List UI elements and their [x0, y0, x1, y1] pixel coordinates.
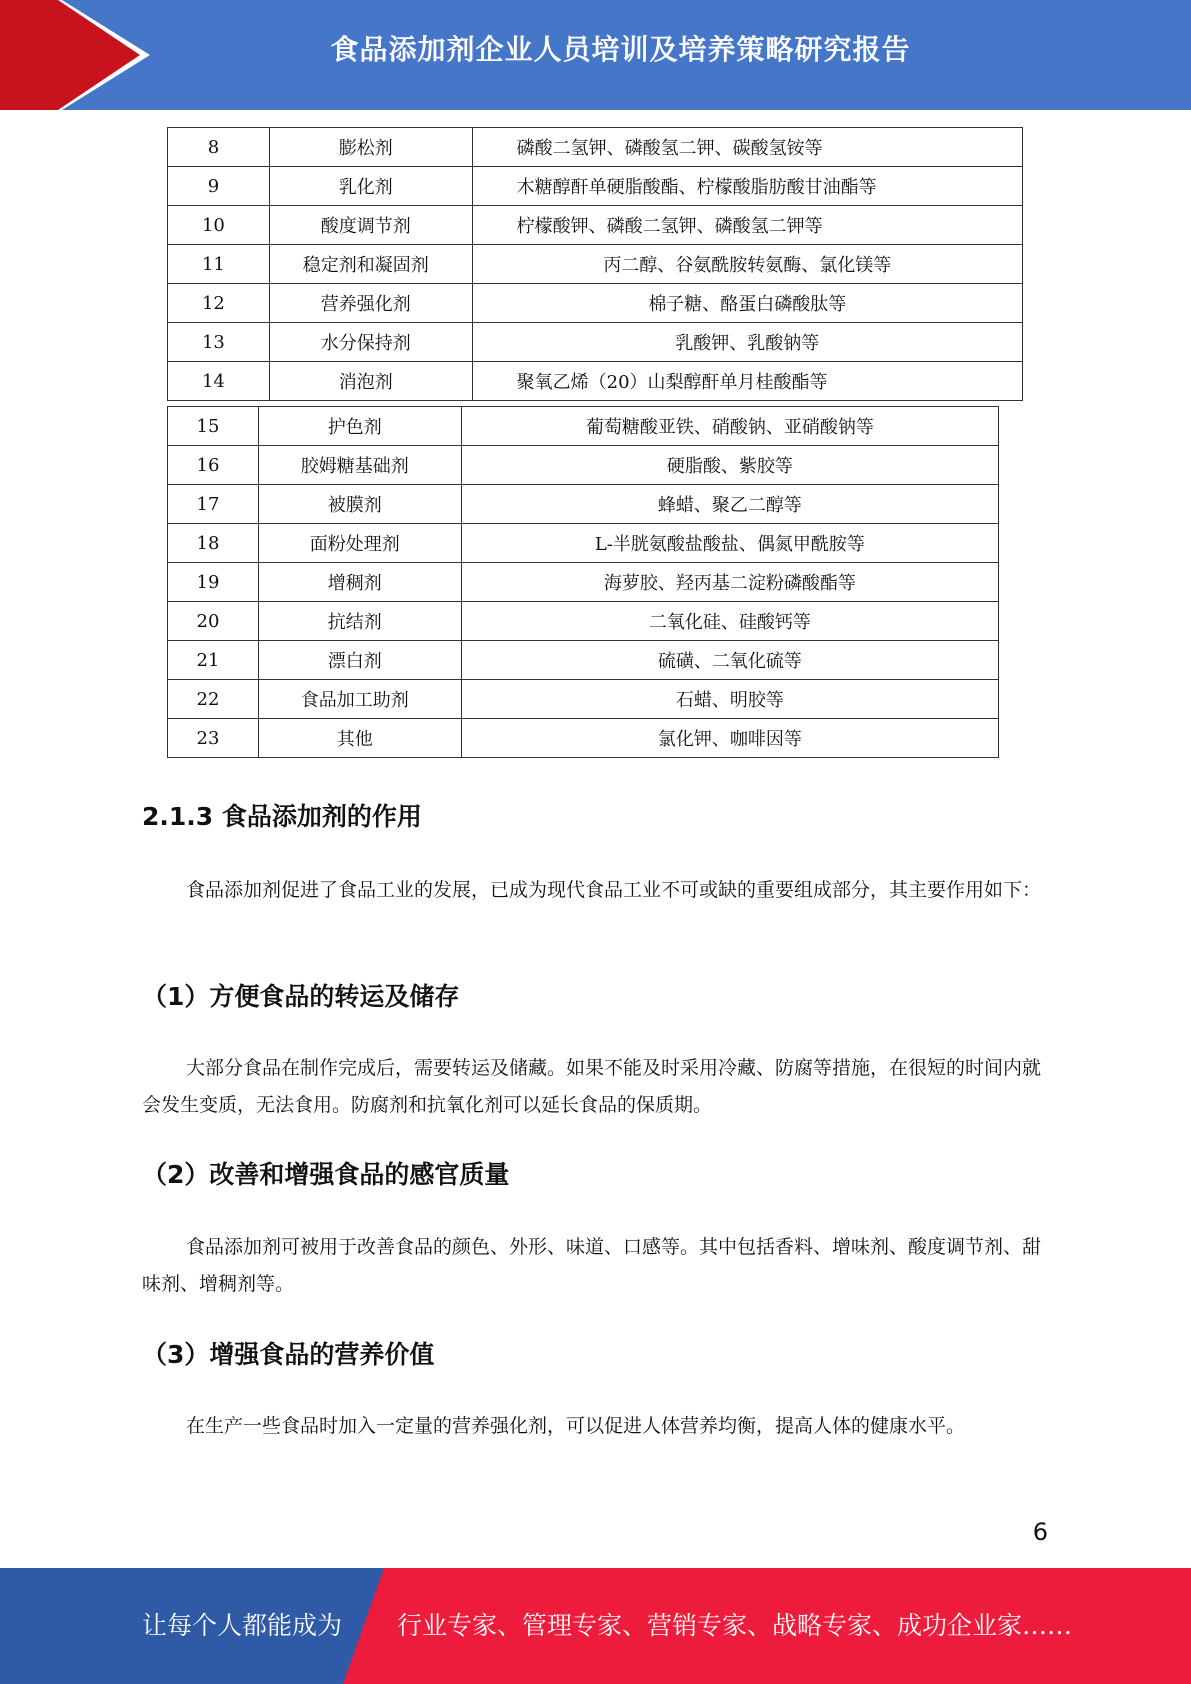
- footer-slogan-right: 行业专家、管理专家、营销专家、战略专家、成功企业家……: [397, 1611, 1073, 1640]
- table-row: [168, 563, 999, 602]
- row-number: 20: [168, 602, 259, 641]
- additive-category: 抗结剂: [258, 602, 461, 641]
- section-intro: 食品添加剂促进了食品工业的发展，已成为现代食品工业不可或缺的重要组成部分，其主要作用如下：: [186, 879, 1042, 901]
- row-number: 22: [168, 680, 259, 719]
- table-row: [168, 167, 1023, 206]
- row-number: 23: [168, 719, 259, 758]
- table-row: [168, 719, 999, 758]
- table-row: [168, 641, 999, 680]
- additive-category: 其他: [258, 719, 461, 758]
- additive-category: 胶姆糖基础剂: [258, 446, 461, 485]
- table-row: [168, 524, 999, 563]
- table-row: [168, 362, 1023, 401]
- additive-category: 膨松剂: [269, 128, 472, 167]
- additive-examples: 聚氧乙烯（20）山梨醇酐单月桂酸酯等: [472, 362, 1022, 401]
- additives-table-top: [167, 127, 1023, 401]
- additive-examples: 乳酸钾、乳酸钠等: [472, 323, 1022, 362]
- table-row: [168, 602, 999, 641]
- row-number: 19: [168, 563, 259, 602]
- table-row: [168, 407, 999, 446]
- additive-category: 乳化剂: [269, 167, 472, 206]
- additive-examples: 磷酸二氢钾、磷酸氢二钾、碳酸氢铵等: [472, 128, 1022, 167]
- row-number: 12: [168, 284, 270, 323]
- additive-category: 漂白剂: [258, 641, 461, 680]
- row-number: 9: [168, 167, 270, 206]
- additive-category: 面粉处理剂: [258, 524, 461, 563]
- additive-category: 营养强化剂: [269, 284, 472, 323]
- header-chevron-graphic: [0, 0, 150, 110]
- header-title: 食品添加剂企业人员培训及培养策略研究报告: [330, 33, 911, 66]
- table-row: [168, 485, 999, 524]
- additive-examples: 棉子糖、酪蛋白磷酸肽等: [472, 284, 1022, 323]
- table-row: [168, 323, 1023, 362]
- footer-slogan-left: 让每个人都能成为: [142, 1611, 343, 1640]
- table-row: [168, 284, 1023, 323]
- additive-category: 增稠剂: [258, 563, 461, 602]
- paragraph-sensory-quality: 食品添加剂可被用于改善食品的颜色、外形、味道、口感等。其中包括香料、增味剂、酸度调节剂、甜味剂、增稠剂等。: [142, 1236, 1042, 1295]
- page-number: 6: [1032, 1518, 1048, 1546]
- table-row: [168, 128, 1023, 167]
- paragraph-transport-storage: 大部分食品在制作完成后，需要转运及储藏。如果不能及时采用冷藏、防腐等措施，在很短的时间内就会发生变质，无法食用。防腐剂和抗氧化剂可以延长食品的保质期。: [142, 1057, 1042, 1116]
- additive-examples: 丙二醇、谷氨酰胺转氨酶、氯化镁等: [472, 245, 1022, 284]
- row-number: 15: [168, 407, 259, 446]
- additive-examples: 柠檬酸钾、磷酸二氢钾、磷酸氢二钾等: [472, 206, 1022, 245]
- additive-examples: 蜂蜡、聚乙二醇等: [461, 485, 998, 524]
- row-number: 18: [168, 524, 259, 563]
- table-row: [168, 446, 999, 485]
- subheading-transport-storage: （1）方便食品的转运及储存: [142, 982, 460, 1011]
- table-row: [168, 206, 1023, 245]
- additive-category: 被膜剂: [258, 485, 461, 524]
- additive-category: 水分保持剂: [269, 323, 472, 362]
- additive-examples: 二氧化硅、硅酸钙等: [461, 602, 998, 641]
- row-number: 11: [168, 245, 270, 284]
- subheading-nutrition: （3）增强食品的营养价值: [142, 1340, 435, 1369]
- additive-examples: 氯化钾、咖啡因等: [461, 719, 998, 758]
- row-number: 16: [168, 446, 259, 485]
- table-row: [168, 245, 1023, 284]
- additive-category: 稳定剂和凝固剂: [269, 245, 472, 284]
- additive-category: 消泡剂: [269, 362, 472, 401]
- row-number: 10: [168, 206, 270, 245]
- additive-examples: 葡萄糖酸亚铁、硝酸钠、亚硝酸钠等: [461, 407, 998, 446]
- additive-examples: 石蜡、明胶等: [461, 680, 998, 719]
- additive-examples: 硬脂酸、紫胶等: [461, 446, 998, 485]
- row-number: 21: [168, 641, 259, 680]
- additive-examples: L-半胱氨酸盐酸盐、偶氮甲酰胺等: [461, 524, 998, 563]
- additives-table-bottom: [167, 406, 999, 758]
- additive-examples: 海萝胶、羟丙基二淀粉磷酸酯等: [461, 563, 998, 602]
- additive-category: 护色剂: [258, 407, 461, 446]
- subheading-sensory-quality: （2）改善和增强食品的感官质量: [142, 1160, 510, 1189]
- additive-category: 食品加工助剂: [258, 680, 461, 719]
- row-number: 13: [168, 323, 270, 362]
- table-row: [168, 680, 999, 719]
- page-header: [0, 0, 1191, 110]
- paragraph-nutrition: 在生产一些食品时加入一定量的营养强化剂，可以促进人体营养均衡，提高人体的健康水平。: [186, 1415, 966, 1437]
- section-heading: 2.1.3 食品添加剂的作用: [142, 802, 422, 831]
- page-footer: [0, 1568, 1191, 1684]
- row-number: 8: [168, 128, 270, 167]
- additive-examples: 硫磺、二氧化硫等: [461, 641, 998, 680]
- additive-examples: 木糖醇酐单硬脂酸酯、柠檬酸脂肪酸甘油酯等: [472, 167, 1022, 206]
- additive-category: 酸度调节剂: [269, 206, 472, 245]
- row-number: 17: [168, 485, 259, 524]
- row-number: 14: [168, 362, 270, 401]
